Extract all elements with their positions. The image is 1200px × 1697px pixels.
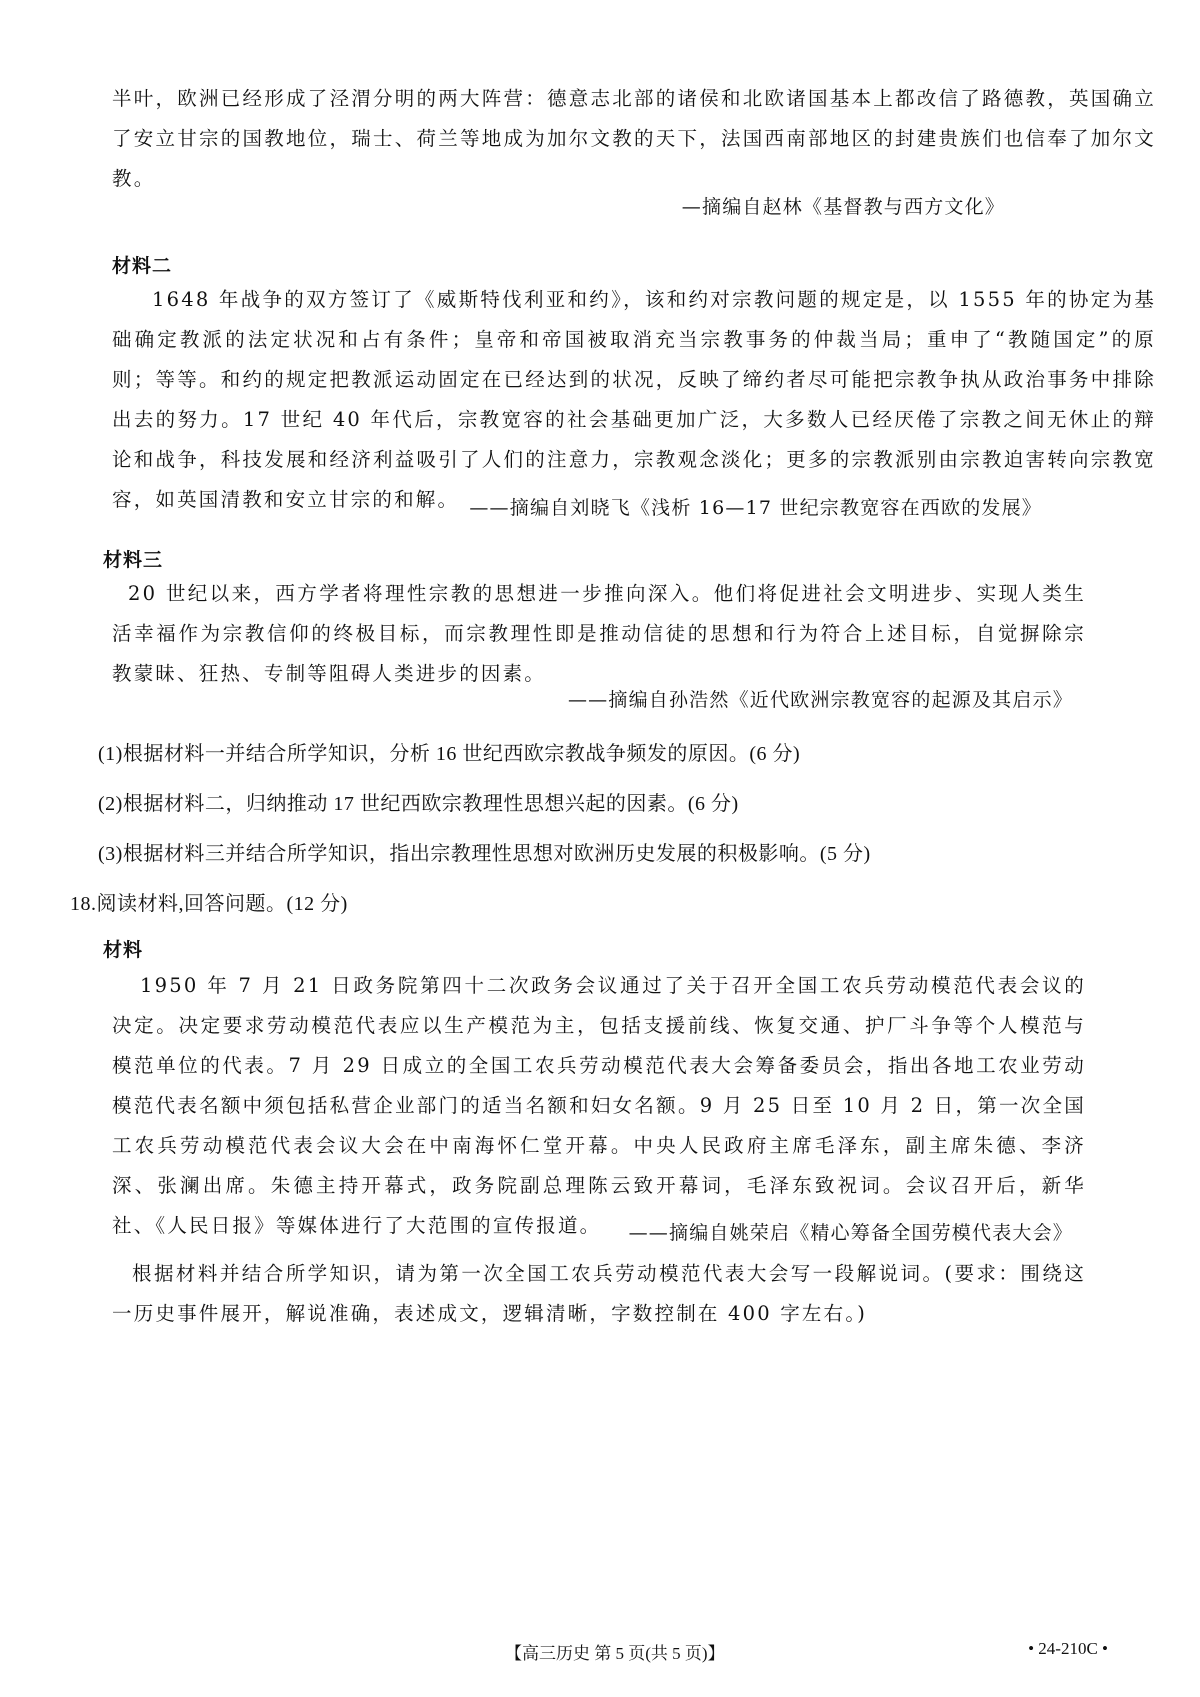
material2-source: ——摘编自刘晓飞《浅析 16—17 世纪宗教宽容在西欧的发展》 xyxy=(469,497,1042,519)
material2-paragraph: 1648 年战争的双方签订了《威斯特伐利亚和约》，该和约对宗教问题的规定是，以 1555 年的协定为基础确定教派的法定状况和占有条件；皇帝和帝国被取消充当宗教事务的仲裁当局；重申了“教随国定”的原则；等等。和约的规定把教派运动固定在已经达到的状况，反映了缔约者尽可能把宗教争执从政治事务中排除出去的努力。17 世纪 40 年代后，宗教宽容的社会基础更加广泛，大多数人已经厌倦了宗教之间无休止的辩论和战争，科技发展和经济利益吸引了人们的注意力，宗教观念淡化；更多的宗教派别由宗教迫害转向宗教宽容，如英国清教和安立甘宗的和解。 xyxy=(112,288,1157,511)
page-footer-code: • 24-210C • xyxy=(1028,1639,1108,1658)
question-18-source: ——摘编自姚荣启《精心筹备全国劳模代表大会》 xyxy=(628,1222,1073,1244)
material2-heading: 材料二 xyxy=(112,255,173,277)
material1-source: —摘编自赵林《基督教与西方文化》 xyxy=(681,196,1005,218)
question-2: (2)根据材料二，归纳推动 17 世纪西欧宗教理性思想兴起的因素。(6 分) xyxy=(98,793,739,815)
question-1: (1)根据材料一并结合所学知识，分析 16 世纪西欧宗教战争频发的原因。(6 分) xyxy=(98,743,801,765)
material3-source: ——摘编自孙浩然《近代欧洲宗教宽容的起源及其启示》 xyxy=(567,689,1073,711)
material3-heading: 材料三 xyxy=(103,549,164,571)
question-18-prompt: 根据材料并结合所学知识，请为第一次全国工农兵劳动模范代表大会写一段解说词。(要求：围绕这一历史事件展开，解说准确，表述成文，逻辑清晰，字数控制在 400 字左右。) xyxy=(112,1262,1086,1325)
page-footer-label: 【高三历史 第 5 页(共 5 页)】 xyxy=(505,1644,725,1663)
question-18-material-paragraph: 1950 年 7 月 21 日政务院第四十二次政务会议通过了关于召开全国工农兵劳动模范代表会议的决定。决定要求劳动模范代表应以生产模范为主，包括支援前线、恢复交通、护厂斗争等个人模范与模范单位的代表。7 月 29 日成立的全国工农兵劳动模范代表大会筹备委员会，指出各地工农业劳动模范代表名额中须包括私营企业部门的适当名额和妇女名额。9 月 25 日至 10 月 2 日，第一次全国工农兵劳动模范代表会议大会在中南海怀仁堂开幕。中央人民政府主席毛泽东，副主席朱德、李济深、张澜出席。朱德主持开幕式，政务院副总理陈云致开幕词，毛泽东致祝词。会议召开后，新华社、《人民日报》等媒体进行了大范围的宣传报道。 xyxy=(112,974,1086,1237)
material3-paragraph: 20 世纪以来，西方学者将理性宗教的思想进一步推向深入。他们将促进社会文明进步、实现人类生活幸福作为宗教信仰的终极目标，而宗教理性即是推动信徒的思想和行为符合上述目标，自觉摒除宗教蒙昧、狂热、专制等阻碍人类进步的因素。 xyxy=(112,582,1086,685)
question-18-title: 18.阅读材料,回答问题。(12 分) xyxy=(70,893,348,915)
question-18-material-heading: 材料 xyxy=(103,939,144,961)
material1-paragraph: 半叶，欧洲已经形成了泾渭分明的两大阵营：德意志北部的诸侯和北欧诸国基本上都改信了路德教，英国确立了安立甘宗的国教地位，瑞士、荷兰等地成为加尔文教的天下，法国西南部地区的封建贵族们也信奉了加尔文教。 xyxy=(112,87,1156,190)
question-3: (3)根据材料三并结合所学知识，指出宗教理性思想对欧洲历史发展的积极影响。(5 分) xyxy=(98,843,871,865)
